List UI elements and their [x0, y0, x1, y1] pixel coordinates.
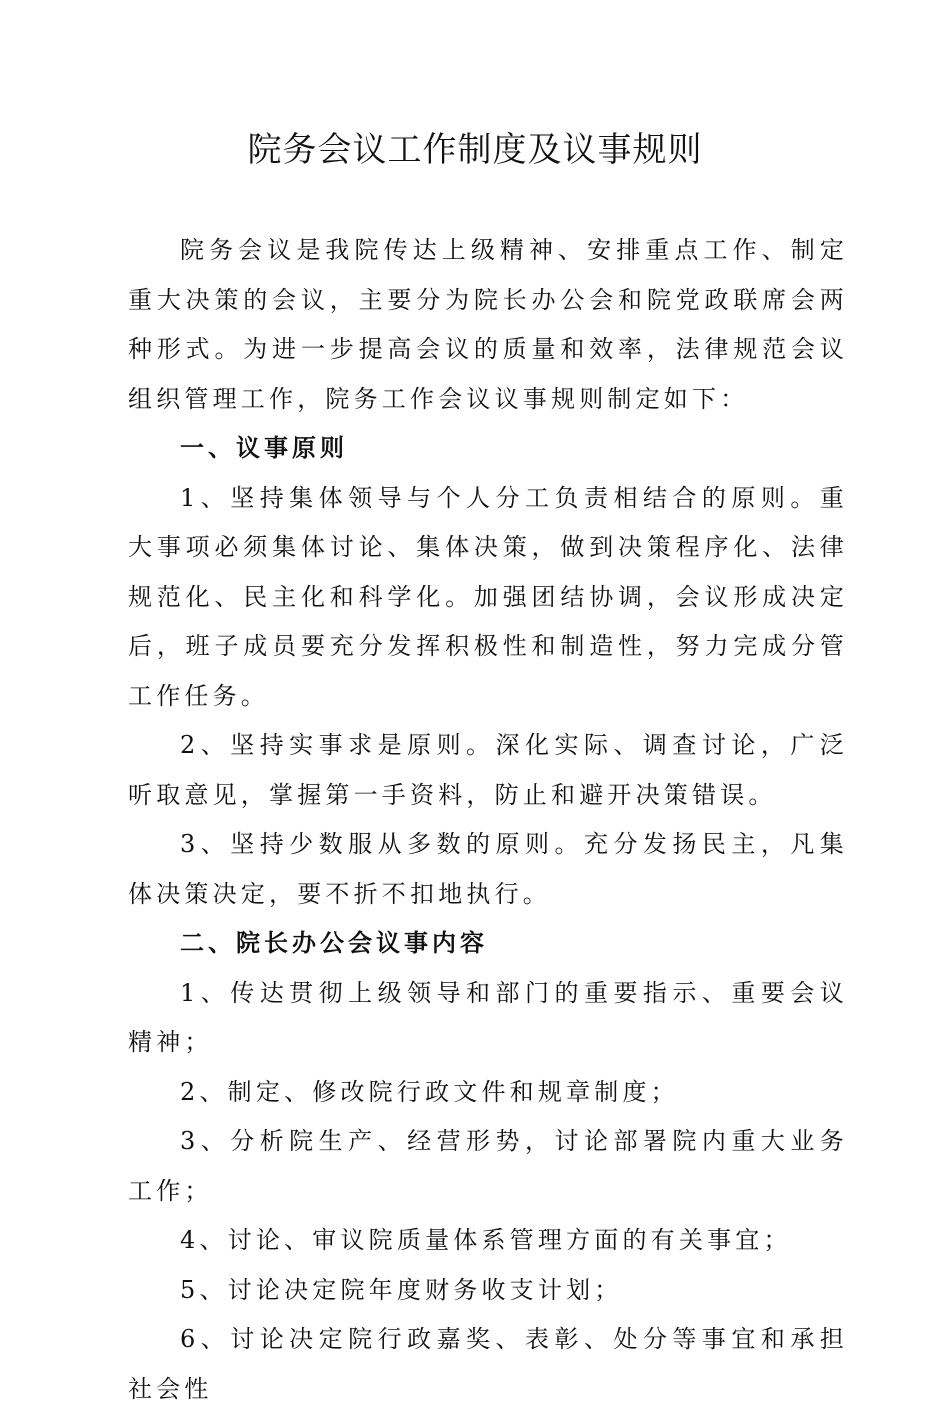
intro-paragraph: 院务会议是我院传达上级精神、安排重点工作、制定重大决策的会议，主要分为院长办公会和院党政联席会两种形式。为进一步提高会议的质量和效率，法律规范会议组织管理工作，院务工作会议议事规则制定如下： [128, 236, 848, 413]
content-item-2: 2、制定、修改院行政文件和规章制度； [180, 1077, 679, 1106]
document-title: 院务会议工作制度及议事规则 [247, 130, 703, 170]
content-item-6: 6、讨论决定院行政嘉奖、表彰、处分等事宜和承担社会性 [128, 1325, 848, 1403]
document-body [128, 226, 848, 1414]
principle-item-1: 1、坚持集体领导与个人分工负责相结合的原则。重大事项必须集体讨论、集体决策，做到决策程序化、法律规范化、民主化和科学化。加强团结协调，会议形成决定后，班子成员要充分发挥积极性和制造性，努力完成分管工作任务。 [128, 483, 848, 710]
content-item-1: 1、传达贯彻上级领导和部门的重要指示、重要会议精神； [128, 978, 848, 1056]
content-item-5: 5、讨论决定院年度财务收支计划； [180, 1275, 623, 1304]
section-heading-principles: 一、议事原则 [180, 434, 348, 462]
content-item-4: 4、讨论、审议院质量体系管理方面的有关事宜； [180, 1226, 792, 1254]
content-item-3: 3、分析院生产、经营形势，讨论部署院内重大业务工作； [128, 1127, 848, 1205]
section-heading-meeting-content: 二、院长办公会议事内容 [180, 929, 488, 957]
principle-item-2: 2、坚持实事求是原则。深化实际、调查讨论，广泛听取意见，掌握第一手资料，防止和避开决策错误。 [128, 731, 848, 809]
principle-item-3: 3、坚持少数服从多数的原则。充分发扬民主，凡集体决策决定，要不折不扣地执行。 [128, 830, 848, 908]
